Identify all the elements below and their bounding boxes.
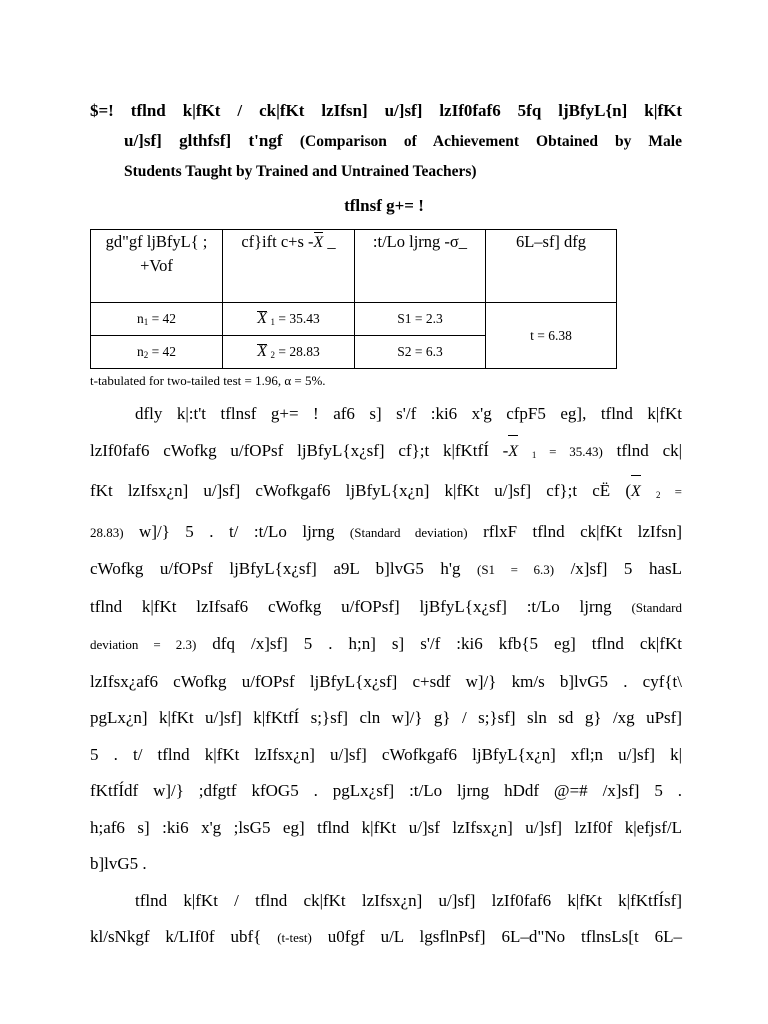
p2-line-1: tflnd k|fKt / tflnd ck|fKt lzIfsx¿n] u/]sf] lzIf0faf6 k|fKt k|fKtfÍsf] (135, 890, 682, 910)
p1-line-3: fKt lzIfsx¿n] u/]sf] cWofkgaf6 ljBfyL{x¿n] k|fKt u/]sf] cf};t cË (X 2 = (90, 473, 682, 514)
p1-line-13: b]lvG5 . (90, 854, 147, 873)
p1-line-9: pgLx¿n] k|fKt u/]sf] k|fKtfÍ s;}sf] cln w]/} g} / s;}sf] sln sd g} /xg uPsf] (90, 708, 682, 727)
cell-n2: n2 = 42 (91, 336, 223, 369)
table-row (91, 303, 617, 336)
p1-line-12: h;af6 s] :ki6 x'g ;lsG5 eg] tflnd k|fKt u/]sf lzIfsx¿n] u/]sf] lzIf0f k|efjsf/L (90, 817, 682, 837)
cell-t-value: t = 6.38 (486, 303, 617, 369)
heading-english-part: (Comparison of Achievement Obtained by Male (299, 133, 682, 150)
cell-sd1: S1 = 2.3 (355, 303, 486, 336)
heading-line-2 (90, 126, 682, 157)
body-text (90, 396, 682, 957)
p2-line-2: kl/sNkgf k/LIf0f ubf{ (t-test) u0fgf u/L lgsflnPsf] 6L–d"No tflnsLs[t 6L– (90, 927, 682, 946)
heading-line-3: Students Taught by Trained and Untrained Teachers) (124, 163, 477, 180)
table-header-row (91, 230, 617, 303)
results-table (90, 229, 617, 369)
p1-line-1: dfly k|:t't tflnsf g+= ! af6 s] s'/f :ki6 x'g cfpF5 eg], tflnd k|fKt (135, 404, 682, 423)
p1-line-11: fKtfÍdf w]/} ;dfgtf kfOG5 . pgLx¿sf] :t/Lo ljrng hDdf @=# /x]sf] 5 . (90, 781, 682, 800)
table-note: t-tabulated for two-tailed test = 1.96, α = 5%. (90, 373, 326, 388)
cell-n1: n1 = 42 (91, 303, 223, 336)
header-std-dev: :t/Lo ljrng -σ_ (355, 230, 486, 303)
header-mean: cf}ift c+s -X _ (223, 230, 355, 303)
p1-line-2: lzIf0faf6 cWofkg u/fOPsf ljBfyL{x¿sf] cf};t k|fKtfÍ -X 1 = 35.43) tflnd ck| (90, 433, 682, 474)
header-sample-size: gd"gf ljBfyL{ ; +Vof (91, 230, 223, 303)
heading-hindi-part: u/]sf] glthfsf] t'ngf (124, 131, 283, 150)
mean-symbol: X (314, 231, 324, 255)
cell-mean1: X 1 = 35.43 (223, 303, 355, 336)
cell-sd2: S2 = 6.3 (355, 336, 486, 369)
heading-line-1: $=! tflnd k|fKt / ck|fKt lzIfsn] u/]sf] lzIf0faf6 5fq ljBfyL{n] k|fKt (90, 101, 682, 120)
header-t-value: 6L–sf] dfg (486, 230, 617, 303)
cell-mean2: X 2 = 28.83 (223, 336, 355, 369)
table-caption: tflnsf g+= ! (344, 196, 424, 215)
p1-line-7: deviation = 2.3) dfq /x]sf] 5 . h;n] s] s'/f :ki6 kfb{5 eg] tflnd ck|fKt (90, 634, 682, 653)
p1-line-8: lzIfsx¿af6 cWofkg u/fOPsf ljBfyL{x¿sf] c+sdf w]/} km/s b]lvG5 . cyf{t\ (90, 671, 682, 691)
section-heading (90, 96, 682, 187)
p1-line-10: 5 . t/ tflnd k|fKt lzIfsx¿n] u/]sf] cWofkgaf6 ljBfyL{x¿n] xfl;n u/]sf] k| (90, 744, 682, 764)
p1-line-6: tflnd k|fKt lzIfsaf6 cWofkg u/fOPsf] ljBfyL{x¿sf] :t/Lo ljrng (Standard (90, 596, 682, 616)
p1-line-5: cWofkg u/fOPsf ljBfyL{x¿sf] a9L b]lvG5 h'g (S1 = 6.3) /x]sf] 5 hasL (90, 559, 682, 578)
p1-line-4: 28.83) w]/} 5 . t/ :t/Lo ljrng (Standard deviation) rflxF tflnd ck|fKt lzIfsn] (90, 521, 683, 541)
